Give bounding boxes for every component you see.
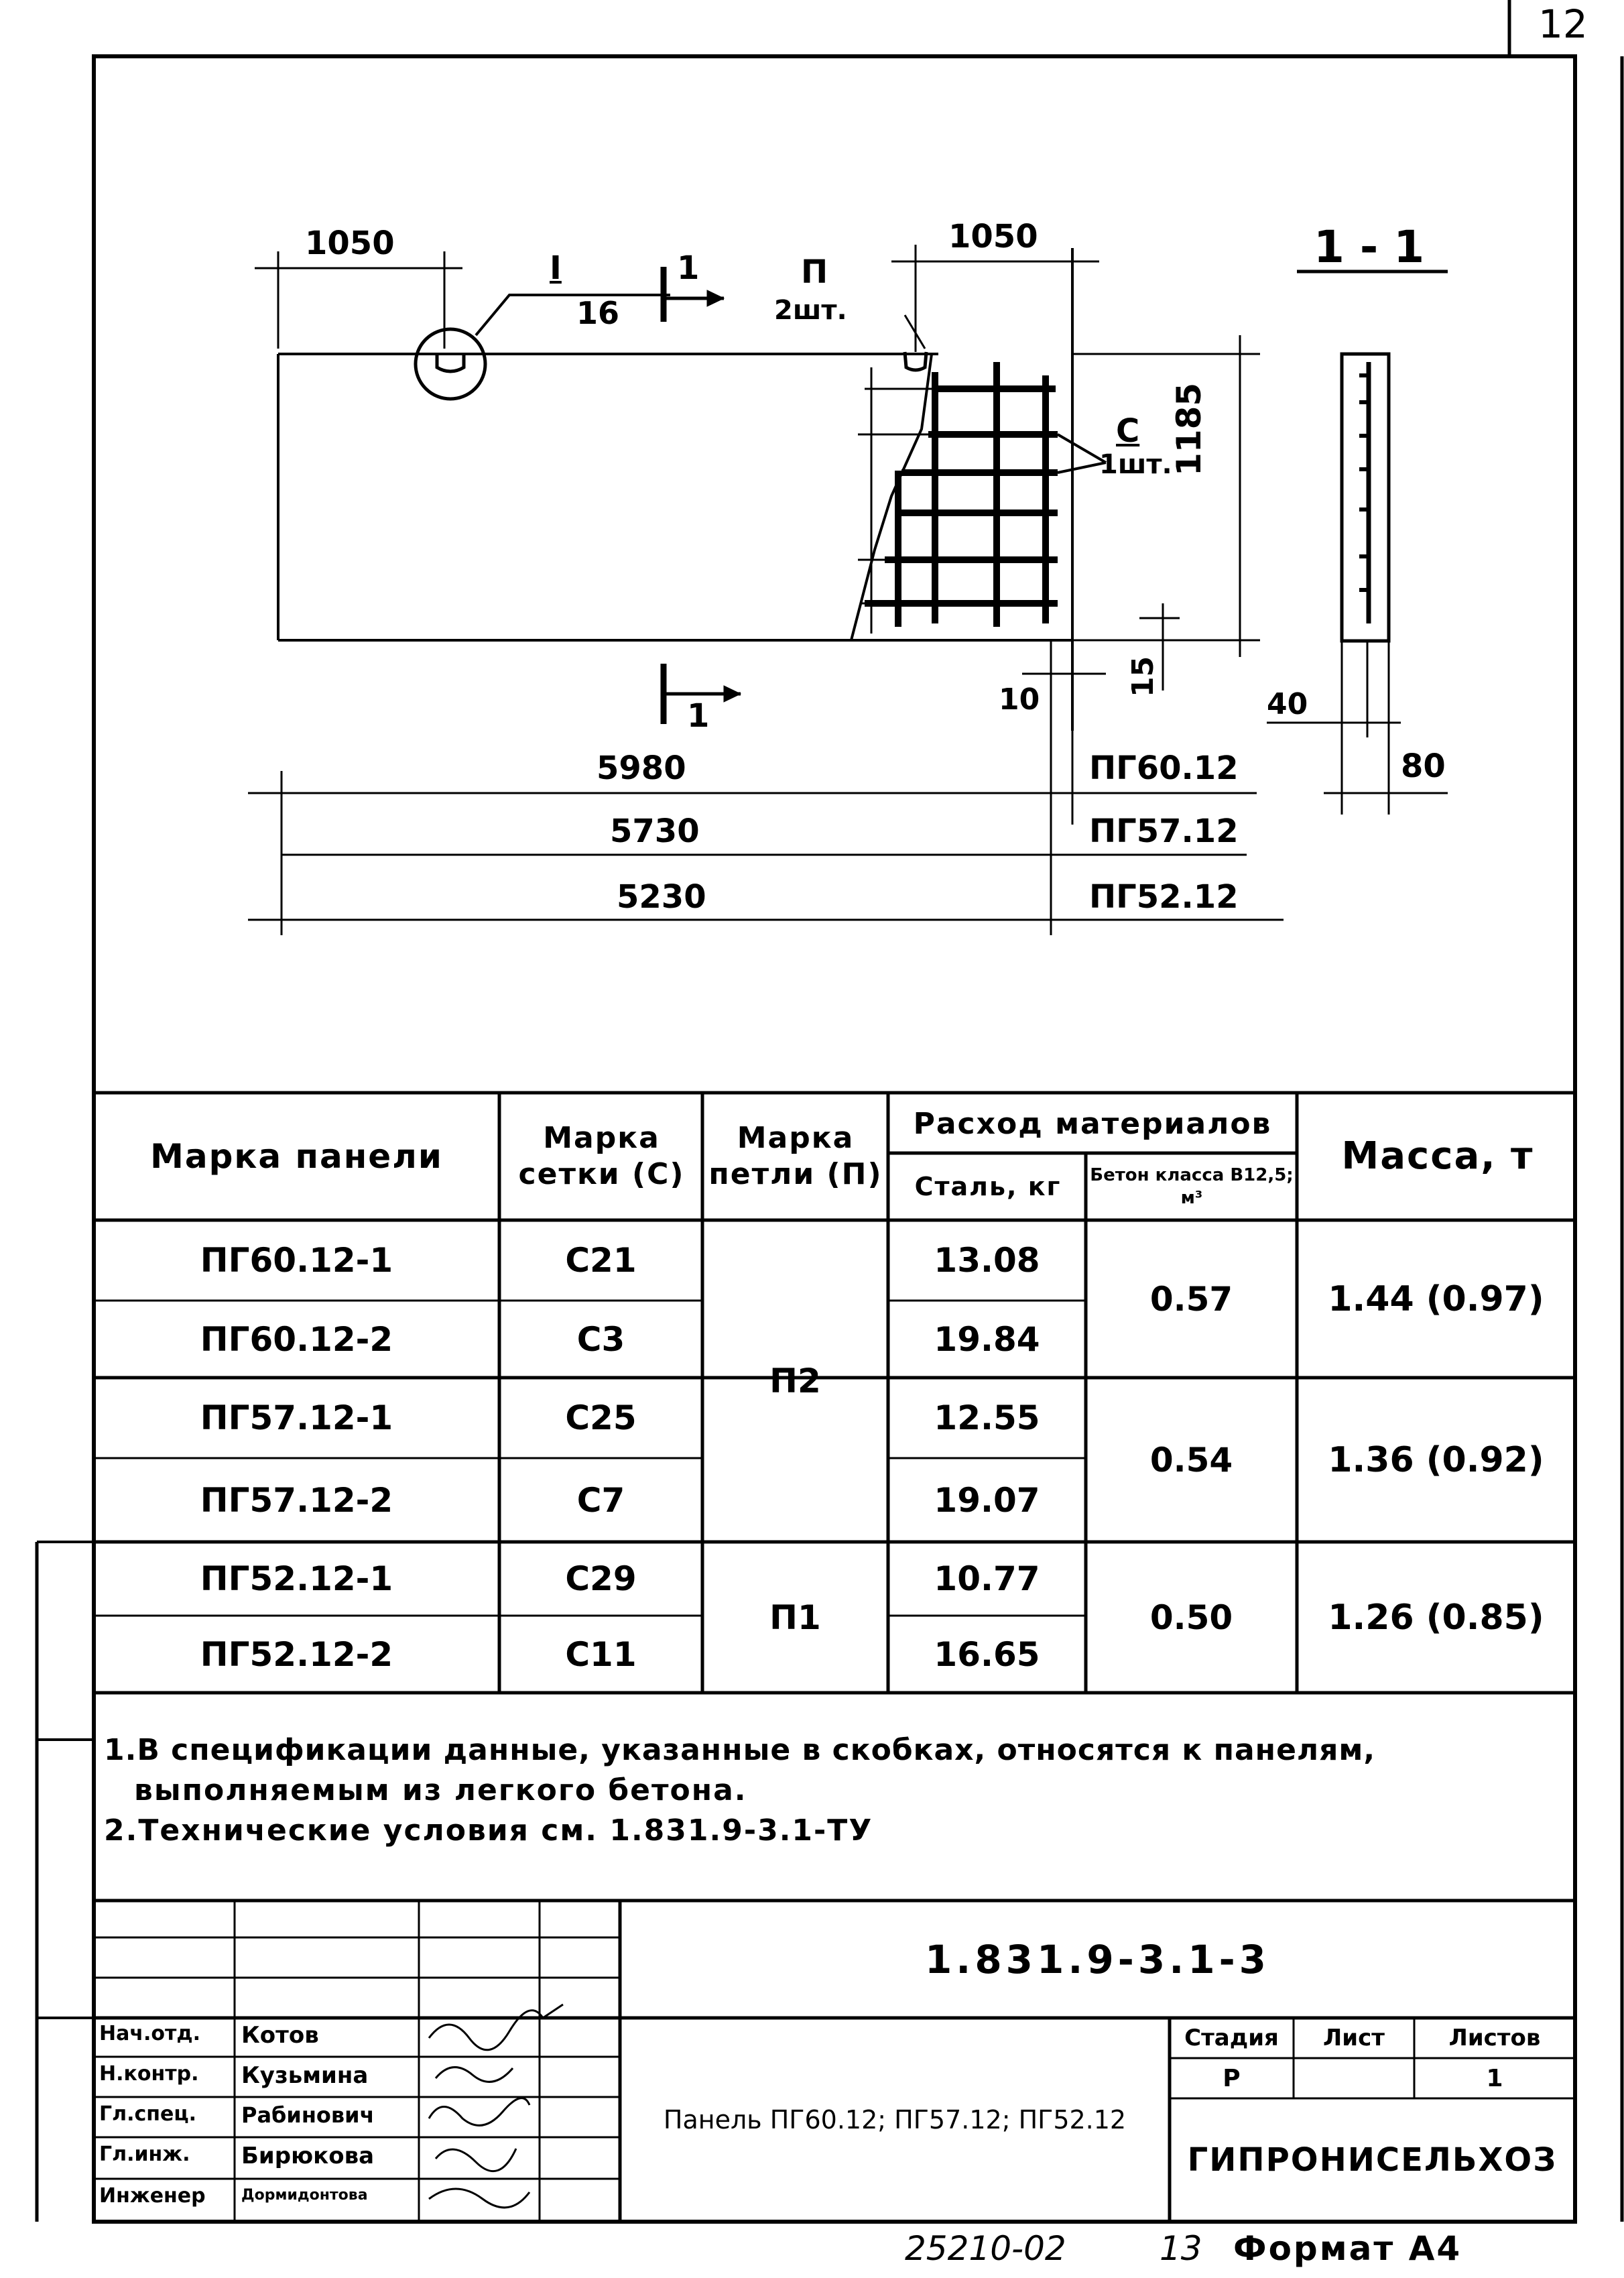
loop-mark: I — [550, 249, 562, 287]
row-1-panel: ПГ60.12-1 — [200, 1241, 393, 1280]
length-5730: 5730 — [610, 813, 700, 850]
row-1-mesh: С21 — [565, 1241, 637, 1280]
bottom-code: 25210-02 — [905, 2229, 1066, 2268]
name-1: Котов — [241, 2022, 319, 2049]
role-4: Гл.инж. — [99, 2143, 190, 2166]
dim-10: 10 — [999, 682, 1040, 717]
header-mass: Масса, т — [1341, 1134, 1534, 1178]
group-3-concrete: 0.50 — [1149, 1598, 1233, 1637]
name-5: Дормидонтова — [241, 2187, 368, 2204]
group-1-concrete: 0.57 — [1149, 1279, 1233, 1319]
drawing-title: Панель ПГ60.12; ПГ57.12; ПГ52.12 — [663, 2105, 1127, 2135]
note-1-cont: выполняемым из легкого бетона. — [134, 1773, 747, 1807]
row-2-panel: ПГ60.12-2 — [200, 1319, 393, 1359]
note-2: 2.Технические условия см. 1.831.9-3.1-ТУ — [104, 1813, 873, 1848]
loop-group-p2: П2 — [769, 1362, 821, 1400]
doc-code: 1.831.9-3.1-3 — [924, 1936, 1271, 1982]
row-5-mesh: С29 — [565, 1559, 637, 1598]
group-2-mass: 1.36 (0.92) — [1328, 1439, 1544, 1480]
loop-ref: 16 — [576, 295, 620, 331]
row-1-steel: 13.08 — [934, 1241, 1040, 1280]
role-1: Нач.отд. — [99, 2022, 200, 2045]
mark-pg57: ПГ57.12 — [1089, 813, 1239, 850]
loop-group-p1: П1 — [769, 1598, 821, 1637]
row-4-steel: 19.07 — [934, 1480, 1040, 1520]
sheets-label: Листов — [1448, 2025, 1541, 2051]
dim-right: 1050 — [948, 218, 1038, 255]
dim-40: 40 — [1267, 687, 1308, 721]
length-5980: 5980 — [597, 750, 686, 787]
mark-pg60: ПГ60.12 — [1089, 750, 1239, 787]
section-label: 1 - 1 — [1314, 221, 1425, 273]
mesh-count: 1шт. — [1099, 449, 1172, 480]
row-6-steel: 16.65 — [934, 1634, 1040, 1674]
note-1: 1.В спецификации данные, указанные в скобках, относятся к панелям, — [104, 1733, 1376, 1767]
header-mesh: Марка сетки (С) — [518, 1121, 685, 1191]
sheets-value: 1 — [1486, 2064, 1503, 2092]
name-4: Бирюкова — [241, 2143, 375, 2169]
sheet-number: 12 — [1538, 1, 1588, 47]
format-label: Формат А4 — [1233, 2229, 1462, 2268]
dim-80: 80 — [1401, 747, 1446, 785]
header-materials: Расход материалов — [913, 1106, 1272, 1141]
bottom-page: 13 — [1160, 2229, 1202, 2268]
height-dim: 1185 — [1170, 382, 1208, 476]
header-loop: Марка петли (П) — [708, 1121, 883, 1191]
stage-label: Стадия — [1184, 2025, 1279, 2051]
cut-mark-bottom: 1 — [687, 697, 710, 735]
sheet-label: Лист — [1323, 2025, 1385, 2051]
loop-name: П — [801, 253, 828, 291]
row-2-steel: 19.84 — [934, 1319, 1040, 1359]
header-steel: Сталь, кг — [914, 1172, 1062, 1201]
organization: ГИПРОНИСЕЛЬХОЗ — [1187, 2141, 1558, 2179]
section-1-1 — [1267, 272, 1448, 815]
length-5230: 5230 — [617, 878, 706, 916]
role-2: Н.контр. — [99, 2062, 199, 2086]
group-2-concrete: 0.54 — [1149, 1440, 1233, 1480]
cut-mark-top: 1 — [677, 249, 700, 287]
header-panel: Марка панели — [150, 1137, 443, 1176]
row-3-mesh: С25 — [565, 1398, 637, 1437]
signatures — [429, 2004, 563, 2208]
header-concrete: Бетон класса В12,5; м³ — [1090, 1165, 1294, 1208]
role-5: Инженер — [99, 2184, 206, 2208]
row-4-mesh: С7 — [576, 1480, 625, 1520]
mesh-name: С — [1116, 412, 1140, 450]
row-6-panel: ПГ52.12-2 — [200, 1634, 393, 1674]
row-4-panel: ПГ57.12-2 — [200, 1480, 393, 1520]
row-3-steel: 12.55 — [934, 1398, 1040, 1437]
group-1-mass: 1.44 (0.97) — [1328, 1278, 1544, 1319]
loop-count: 2шт. — [774, 295, 847, 326]
row-5-steel: 10.77 — [934, 1559, 1040, 1598]
dim-15: 15 — [1126, 656, 1160, 697]
row-2-mesh: С3 — [576, 1319, 625, 1359]
role-3: Гл.спец. — [99, 2102, 196, 2126]
stage-value: Р — [1223, 2064, 1241, 2092]
row-3-panel: ПГ57.12-1 — [200, 1398, 393, 1437]
name-3: Рабинович — [241, 2102, 375, 2128]
sheet-value — [1294, 2058, 1414, 2098]
row-6-mesh: С11 — [565, 1634, 637, 1674]
row-5-panel: ПГ52.12-1 — [200, 1559, 393, 1598]
group-3-mass: 1.26 (0.85) — [1328, 1597, 1544, 1638]
name-2: Кузьмина — [241, 2062, 369, 2089]
mark-pg52: ПГ52.12 — [1089, 878, 1239, 916]
dim-left: 1050 — [305, 225, 395, 262]
